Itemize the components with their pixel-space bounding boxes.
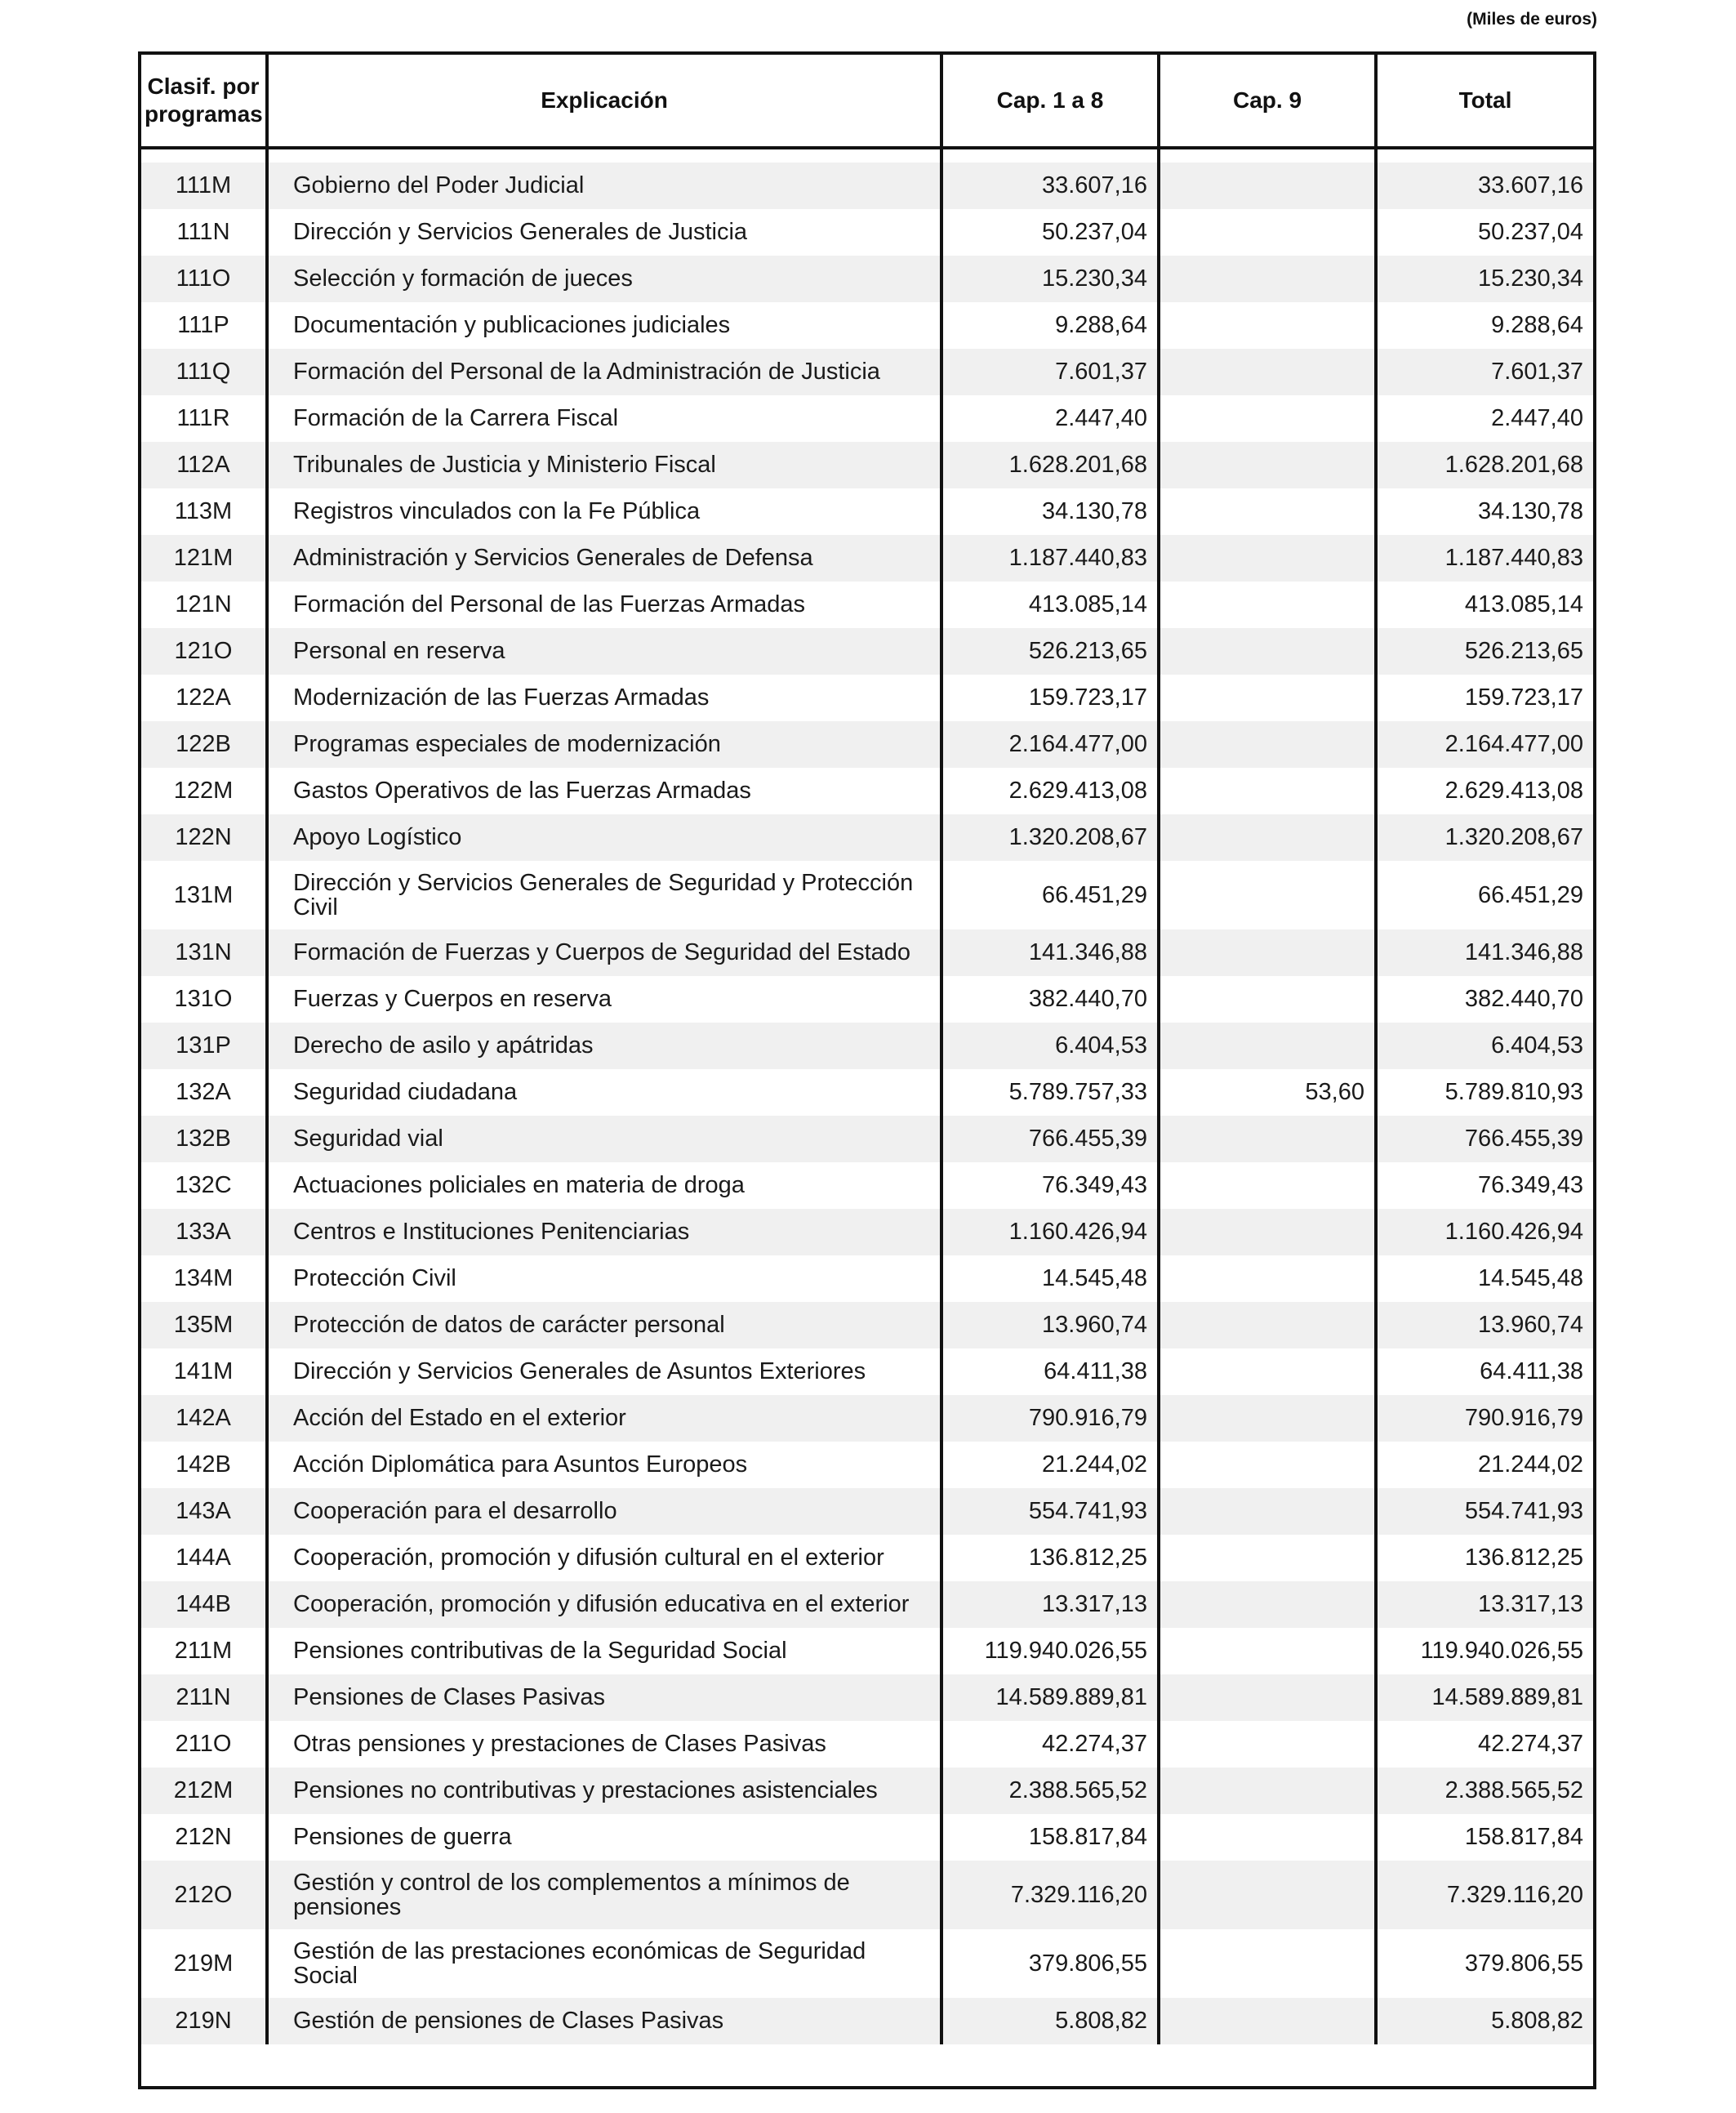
cell-explanation: Formación de Fuerzas y Cuerpos de Seguridad del Estado [267,929,941,976]
cell-code: 131N [141,929,267,976]
cell-total: 2.447,40 [1376,395,1593,442]
cell-total: 2.388.565,52 [1376,1768,1593,1814]
cell-cap-9 [1159,209,1376,256]
cell-explanation: Modernización de las Fuerzas Armadas [267,675,941,721]
cell-code: 122N [141,814,267,861]
cell-total: 766.455,39 [1376,1116,1593,1162]
cell-code: 141M [141,1348,267,1395]
cell-code: 132C [141,1162,267,1209]
cell-cap-1-8: 379.806,55 [941,1929,1159,1998]
table-row [141,1488,1593,1535]
cell-cap-1-8: 7.329.116,20 [941,1861,1159,1929]
cell-explanation: Gestión de pensiones de Clases Pasivas [267,1998,941,2044]
cell-cap-1-8: 7.601,37 [941,349,1159,395]
cell-cap-9: 53,60 [1159,1069,1376,1116]
cell-explanation: Tribunales de Justicia y Ministerio Fiscal [267,442,941,488]
cell-code: 131P [141,1023,267,1069]
cell-total: 34.130,78 [1376,488,1593,535]
cell-explanation: Protección de datos de carácter personal [267,1302,941,1348]
cell-code: 212N [141,1814,267,1861]
cell-cap-1-8: 413.085,14 [941,582,1159,628]
cell-cap-1-8: 9.288,64 [941,302,1159,349]
cell-code: 144B [141,1581,267,1628]
cell-code: 122B [141,721,267,768]
cell-explanation: Gestión de las prestaciones económicas de Seguridad Social [267,1929,941,1998]
cell-cap-1-8: 119.940.026,55 [941,1628,1159,1674]
cell-cap-9 [1159,1535,1376,1581]
cell-cap-1-8: 382.440,70 [941,976,1159,1023]
cell-explanation: Pensiones de Clases Pasivas [267,1674,941,1721]
cell-total: 76.349,43 [1376,1162,1593,1209]
cell-cap-9 [1159,768,1376,814]
cell-explanation: Formación de la Carrera Fiscal [267,395,941,442]
cell-cap-1-8: 64.411,38 [941,1348,1159,1395]
cell-code: 219N [141,1998,267,2044]
spacer-cell [267,148,941,163]
header-cap-1-8: Cap. 1 a 8 [941,55,1159,148]
cell-total: 1.187.440,83 [1376,535,1593,582]
cell-explanation: Centros e Instituciones Penitenciarias [267,1209,941,1255]
cell-cap-1-8: 526.213,65 [941,628,1159,675]
cell-explanation: Otras pensiones y prestaciones de Clases Pasivas [267,1721,941,1768]
cell-explanation: Derecho de asilo y apátridas [267,1023,941,1069]
cell-explanation: Acción del Estado en el exterior [267,1395,941,1442]
cell-code: 111M [141,163,267,209]
cell-cap-9 [1159,1721,1376,1768]
table-row [141,1116,1593,1162]
cell-cap-1-8: 34.130,78 [941,488,1159,535]
cell-cap-1-8: 14.589.889,81 [941,1674,1159,1721]
cell-code: 111O [141,256,267,302]
table-row [141,582,1593,628]
cell-cap-1-8: 21.244,02 [941,1442,1159,1488]
table-row [141,488,1593,535]
table-row [141,768,1593,814]
cell-explanation: Pensiones de guerra [267,1814,941,1861]
cell-total: 50.237,04 [1376,209,1593,256]
table-row [141,163,1593,209]
spacer-cell [941,148,1159,163]
cell-cap-1-8: 2.629.413,08 [941,768,1159,814]
cell-cap-9 [1159,1302,1376,1348]
cell-explanation: Gestión y control de los complementos a mínimos de pensiones [267,1861,941,1929]
cell-cap-1-8: 5.789.757,33 [941,1069,1159,1116]
cell-cap-9 [1159,976,1376,1023]
table-row [141,1535,1593,1581]
table-row [141,675,1593,721]
cell-code: 111P [141,302,267,349]
table-row [141,302,1593,349]
cell-cap-1-8: 2.388.565,52 [941,1768,1159,1814]
cell-cap-9 [1159,1488,1376,1535]
cell-cap-9 [1159,488,1376,535]
cell-cap-1-8: 15.230,34 [941,256,1159,302]
cell-cap-1-8: 1.628.201,68 [941,442,1159,488]
cell-cap-9 [1159,1628,1376,1674]
cell-cap-9 [1159,675,1376,721]
cell-cap-9 [1159,302,1376,349]
cell-cap-1-8: 790.916,79 [941,1395,1159,1442]
cell-total: 790.916,79 [1376,1395,1593,1442]
cell-total: 15.230,34 [1376,256,1593,302]
cell-code: 111N [141,209,267,256]
cell-code: 111R [141,395,267,442]
cell-code: 112A [141,442,267,488]
cell-cap-9 [1159,349,1376,395]
cell-cap-9 [1159,861,1376,929]
table-row [141,1674,1593,1721]
cell-cap-1-8: 66.451,29 [941,861,1159,929]
table-row [141,929,1593,976]
table-row [141,628,1593,675]
cell-cap-9 [1159,1861,1376,1929]
cell-cap-9 [1159,1929,1376,1998]
cell-cap-1-8: 1.187.440,83 [941,535,1159,582]
cell-explanation: Dirección y Servicios Generales de Justicia [267,209,941,256]
cell-cap-1-8: 5.808,82 [941,1998,1159,2044]
cell-code: 132B [141,1116,267,1162]
cell-explanation: Gobierno del Poder Judicial [267,163,941,209]
spacer-cell [1159,148,1376,163]
table-row [141,1348,1593,1395]
cell-cap-1-8: 554.741,93 [941,1488,1159,1535]
cell-cap-9 [1159,1768,1376,1814]
cell-cap-9 [1159,1998,1376,2044]
cell-cap-1-8: 2.447,40 [941,395,1159,442]
cell-cap-1-8: 2.164.477,00 [941,721,1159,768]
table-row [141,1628,1593,1674]
spacer-cell [1376,148,1593,163]
cell-cap-9 [1159,582,1376,628]
cell-total: 379.806,55 [1376,1929,1593,1998]
cell-explanation: Personal en reserva [267,628,941,675]
cell-code: 131M [141,861,267,929]
cell-cap-1-8: 50.237,04 [941,209,1159,256]
cell-cap-9 [1159,1162,1376,1209]
cell-explanation: Seguridad vial [267,1116,941,1162]
cell-total: 6.404,53 [1376,1023,1593,1069]
cell-code: 143A [141,1488,267,1535]
cell-total: 64.411,38 [1376,1348,1593,1395]
table-row [141,1929,1593,1998]
cell-code: 121M [141,535,267,582]
cell-cap-9 [1159,814,1376,861]
cell-explanation: Formación del Personal de las Fuerzas Armadas [267,582,941,628]
cell-cap-1-8: 1.160.426,94 [941,1209,1159,1255]
table-row [141,1255,1593,1302]
spacer-cell [141,148,267,163]
cell-total: 2.164.477,00 [1376,721,1593,768]
cell-code: 133A [141,1209,267,1255]
budget-table-frame [138,51,1596,2089]
cell-total: 7.601,37 [1376,349,1593,395]
cell-code: 132A [141,1069,267,1116]
cell-cap-1-8: 13.317,13 [941,1581,1159,1628]
cell-code: 211O [141,1721,267,1768]
cell-explanation: Formación del Personal de la Administración de Justicia [267,349,941,395]
cell-code: 135M [141,1302,267,1348]
cell-total: 1.160.426,94 [1376,1209,1593,1255]
table-row [141,1442,1593,1488]
cell-total: 33.607,16 [1376,163,1593,209]
cell-code: 134M [141,1255,267,1302]
cell-cap-9 [1159,1255,1376,1302]
cell-cap-9 [1159,1581,1376,1628]
cell-code: 122M [141,768,267,814]
cell-cap-1-8: 136.812,25 [941,1535,1159,1581]
cell-cap-9 [1159,395,1376,442]
table-row [141,1861,1593,1929]
table-row [141,1162,1593,1209]
table-row [141,1581,1593,1628]
table-row [141,1814,1593,1861]
cell-cap-1-8: 33.607,16 [941,163,1159,209]
cell-cap-9 [1159,1814,1376,1861]
table-row [141,442,1593,488]
table-top-spacer [141,148,1593,163]
cell-code: 219M [141,1929,267,1998]
cell-explanation: Actuaciones policiales en materia de droga [267,1162,941,1209]
cell-cap-1-8: 1.320.208,67 [941,814,1159,861]
cell-code: 212O [141,1861,267,1929]
cell-explanation: Gastos Operativos de las Fuerzas Armadas [267,768,941,814]
cell-cap-9 [1159,1674,1376,1721]
table-row [141,349,1593,395]
table-row [141,976,1593,1023]
cell-code: 144A [141,1535,267,1581]
cell-cap-9 [1159,442,1376,488]
cell-explanation: Cooperación para el desarrollo [267,1488,941,1535]
cell-explanation: Documentación y publicaciones judiciales [267,302,941,349]
table-header [141,55,1593,148]
table-row [141,395,1593,442]
cell-explanation: Cooperación, promoción y difusión cultural en el exterior [267,1535,941,1581]
cell-code: 142A [141,1395,267,1442]
cell-explanation: Dirección y Servicios Generales de Seguridad y Protección Civil [267,861,941,929]
table-row [141,1721,1593,1768]
cell-explanation: Cooperación, promoción y difusión educativa en el exterior [267,1581,941,1628]
cell-cap-1-8: 141.346,88 [941,929,1159,976]
cell-total: 554.741,93 [1376,1488,1593,1535]
cell-total: 66.451,29 [1376,861,1593,929]
cell-code: 111Q [141,349,267,395]
header-total: Total [1376,55,1593,148]
cell-cap-9 [1159,1395,1376,1442]
cell-explanation: Programas especiales de modernización [267,721,941,768]
table-row [141,1069,1593,1116]
cell-code: 211M [141,1628,267,1674]
cell-total: 21.244,02 [1376,1442,1593,1488]
cell-code: 122A [141,675,267,721]
cell-code: 142B [141,1442,267,1488]
cell-total: 14.545,48 [1376,1255,1593,1302]
cell-explanation: Pensiones no contributivas y prestaciones asistenciales [267,1768,941,1814]
cell-total: 158.817,84 [1376,1814,1593,1861]
cell-explanation: Selección y formación de jueces [267,256,941,302]
header-cap-9: Cap. 9 [1159,55,1376,148]
table-row [141,861,1593,929]
cell-cap-1-8: 14.545,48 [941,1255,1159,1302]
cell-code: 121O [141,628,267,675]
cell-total: 14.589.889,81 [1376,1674,1593,1721]
cell-cap-9 [1159,163,1376,209]
cell-total: 13.317,13 [1376,1581,1593,1628]
cell-explanation: Dirección y Servicios Generales de Asuntos Exteriores [267,1348,941,1395]
table-row [141,1023,1593,1069]
cell-total: 7.329.116,20 [1376,1861,1593,1929]
cell-code: 131O [141,976,267,1023]
cell-explanation: Administración y Servicios Generales de Defensa [267,535,941,582]
cell-explanation: Seguridad ciudadana [267,1069,941,1116]
cell-total: 1.320.208,67 [1376,814,1593,861]
table-row [141,721,1593,768]
cell-cap-1-8: 159.723,17 [941,675,1159,721]
cell-total: 159.723,17 [1376,675,1593,721]
cell-explanation: Apoyo Logístico [267,814,941,861]
cell-cap-9 [1159,1442,1376,1488]
cell-explanation: Acción Diplomática para Asuntos Europeos [267,1442,941,1488]
cell-code: 121N [141,582,267,628]
table-row [141,256,1593,302]
table-row [141,209,1593,256]
table-row [141,1395,1593,1442]
cell-total: 119.940.026,55 [1376,1628,1593,1674]
cell-cap-1-8: 13.960,74 [941,1302,1159,1348]
cell-total: 2.629.413,08 [1376,768,1593,814]
cell-code: 211N [141,1674,267,1721]
cell-cap-9 [1159,256,1376,302]
cell-cap-9 [1159,929,1376,976]
table-row [141,814,1593,861]
table-row [141,1768,1593,1814]
cell-total: 136.812,25 [1376,1535,1593,1581]
unit-note: (Miles de euros) [1467,10,1597,29]
cell-total: 413.085,14 [1376,582,1593,628]
header-code: Clasif. por programas [141,55,267,148]
cell-total: 13.960,74 [1376,1302,1593,1348]
cell-total: 5.789.810,93 [1376,1069,1593,1116]
cell-total: 141.346,88 [1376,929,1593,976]
cell-cap-1-8: 42.274,37 [941,1721,1159,1768]
table-row [141,535,1593,582]
cell-total: 1.628.201,68 [1376,442,1593,488]
header-explanation: Explicación [267,55,941,148]
cell-total: 382.440,70 [1376,976,1593,1023]
cell-cap-9 [1159,1348,1376,1395]
cell-code: 212M [141,1768,267,1814]
cell-explanation: Pensiones contributivas de la Seguridad Social [267,1628,941,1674]
budget-table [141,55,1593,2044]
cell-cap-1-8: 158.817,84 [941,1814,1159,1861]
cell-explanation: Fuerzas y Cuerpos en reserva [267,976,941,1023]
cell-cap-9 [1159,628,1376,675]
cell-cap-1-8: 6.404,53 [941,1023,1159,1069]
cell-code: 113M [141,488,267,535]
cell-explanation: Protección Civil [267,1255,941,1302]
cell-cap-1-8: 766.455,39 [941,1116,1159,1162]
cell-cap-9 [1159,1023,1376,1069]
cell-cap-1-8: 76.349,43 [941,1162,1159,1209]
cell-total: 42.274,37 [1376,1721,1593,1768]
cell-explanation: Registros vinculados con la Fe Pública [267,488,941,535]
table-body [141,148,1593,2044]
table-row [141,1209,1593,1255]
table-row [141,1302,1593,1348]
cell-cap-9 [1159,535,1376,582]
cell-cap-9 [1159,1209,1376,1255]
cell-total: 9.288,64 [1376,302,1593,349]
cell-cap-9 [1159,1116,1376,1162]
cell-cap-9 [1159,721,1376,768]
table-row [141,1998,1593,2044]
cell-total: 5.808,82 [1376,1998,1593,2044]
cell-total: 526.213,65 [1376,628,1593,675]
